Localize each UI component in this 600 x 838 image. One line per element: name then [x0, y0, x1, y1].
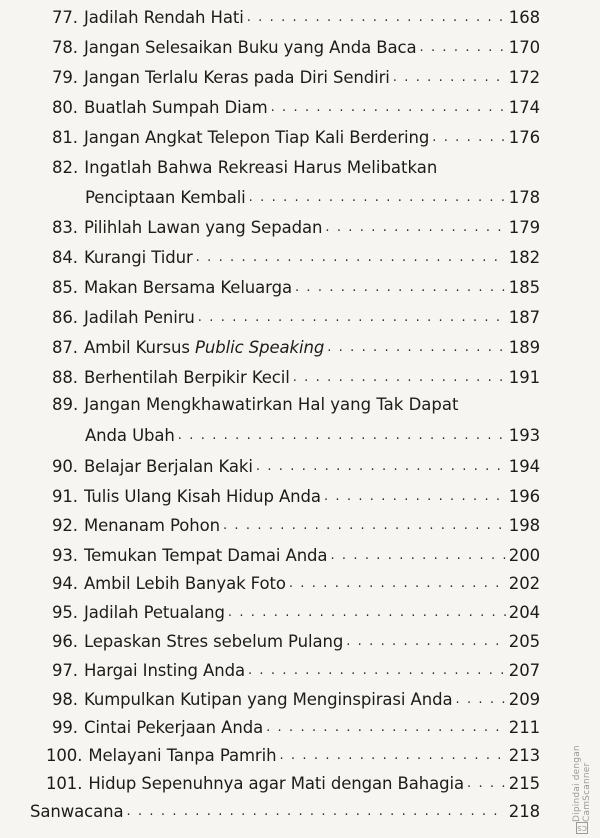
toc-entry	[46, 766, 540, 794]
toc-entry	[52, 120, 540, 148]
entry-number: 79.	[52, 68, 78, 87]
dot-leader	[248, 666, 506, 678]
toc-entry	[52, 300, 540, 328]
entry-number: 96.	[52, 632, 78, 651]
entry-number: 85.	[52, 278, 78, 297]
entry-title: Menanam Pohon	[83, 516, 220, 535]
toc-entry	[52, 270, 540, 298]
entry-title: Jangan Angkat Telepon Tiap Kali Berdering	[83, 128, 430, 147]
entry-number: 101.	[46, 774, 83, 793]
toc-entry	[52, 624, 540, 652]
dot-leader	[271, 103, 506, 115]
dot-leader	[228, 608, 506, 620]
dot-leader	[330, 551, 505, 563]
entry-title: Temukan Tempat Damai Anda	[83, 546, 328, 565]
entry-title: Cintai Pekerjaan Anda	[83, 718, 264, 737]
toc-entry	[52, 210, 540, 238]
camscanner-logo-icon: CS	[577, 824, 587, 832]
toc-entry	[52, 330, 540, 358]
entry-number: 83.	[52, 218, 78, 237]
entry-page: 178	[508, 188, 540, 207]
entry-title: Penciptaan Kembali	[85, 188, 246, 207]
toc-entry	[85, 180, 540, 208]
entry-number: 78.	[52, 38, 78, 57]
entry-title-line1: Ingatlah Bahwa Rekreasi Harus Melibatkan	[84, 158, 438, 177]
entry-title: Jadilah Peniru	[83, 308, 195, 327]
entry-number: 92.	[52, 516, 78, 535]
toc-entry	[52, 479, 540, 507]
toc-entry	[52, 595, 540, 623]
dot-leader	[256, 462, 506, 474]
entry-number: 99.	[52, 718, 78, 737]
entry-page: 194	[508, 457, 540, 476]
dot-leader	[293, 373, 506, 385]
dot-leader	[295, 283, 506, 295]
entry-number: 81.	[52, 128, 78, 147]
entry-title: Jadilah Petualang	[83, 603, 225, 622]
entry-title: Ambil Lebih Banyak Foto	[83, 574, 286, 593]
toc-entry	[52, 240, 540, 268]
entry-page: 168	[508, 8, 540, 27]
entry-title: Jangan Terlalu Keras pada Diri Sendiri	[83, 68, 390, 87]
entry-number: 88.	[52, 368, 78, 387]
entry-number: 94.	[52, 574, 78, 593]
dot-leader	[266, 723, 506, 735]
entry-title: Tulis Ulang Kisah Hidup Anda	[83, 487, 321, 506]
toc-entry	[52, 0, 540, 28]
entry-page: 179	[508, 218, 540, 237]
toc-entry	[52, 710, 540, 738]
camscanner-watermark	[572, 700, 592, 838]
entry-title-prefix: Ambil Kursus	[83, 338, 196, 357]
entry-page: 211	[508, 718, 540, 737]
toc-entry-first-line	[52, 158, 562, 178]
entry-title: Hargai Insting Anda	[83, 661, 245, 680]
entry-page: 176	[508, 128, 540, 147]
entry-page: 215	[508, 774, 540, 793]
toc-entry	[85, 418, 540, 446]
entry-page: 202	[508, 574, 540, 593]
entry-title-line1: Jangan Mengkhawatirkan Hal yang Tak Dapat	[84, 395, 459, 414]
entry-page: 205	[508, 632, 540, 651]
toc-entry-sanwacana	[30, 794, 540, 822]
entry-number: 89.	[52, 395, 79, 414]
toc-entry	[52, 566, 540, 594]
entry-title: Buatlah Sumpah Diam	[83, 98, 268, 117]
toc-entry	[52, 360, 540, 388]
entry-page: 170	[508, 38, 540, 57]
toc-entry	[52, 508, 540, 536]
toc-entry	[52, 449, 540, 477]
entry-number: 77.	[52, 8, 78, 27]
toc-entry	[52, 30, 540, 58]
entry-page: 172	[508, 68, 540, 87]
entry-number: 90.	[52, 457, 78, 476]
dot-leader	[247, 13, 506, 25]
entry-title: Kumpulkan Kutipan yang Menginspirasi Anda	[83, 690, 453, 709]
entry-page: 204	[508, 603, 540, 622]
toc-entry	[52, 60, 540, 88]
entry-number: 80.	[52, 98, 78, 117]
dot-leader	[127, 807, 506, 819]
dot-leader	[178, 431, 506, 443]
entry-title: Melayani Tanpa Pamrih	[88, 746, 277, 765]
entry-page: 189	[508, 338, 540, 357]
dot-leader	[393, 73, 506, 85]
entry-title: Makan Bersama Keluarga	[83, 278, 292, 297]
entry-number: 93.	[52, 546, 78, 565]
entry-page: 218	[508, 802, 540, 821]
toc-entry	[52, 653, 540, 681]
entry-page: 185	[508, 278, 540, 297]
entry-page: 174	[508, 98, 540, 117]
entry-number: 86.	[52, 308, 78, 327]
entry-title: Pilihlah Lawan yang Sepadan	[83, 218, 323, 237]
entry-title: Lepaskan Stres sebelum Pulang	[83, 632, 344, 651]
entry-number: 91.	[52, 487, 78, 506]
toc-entry	[52, 90, 540, 118]
entry-page: 200	[508, 546, 540, 565]
entry-page: 187	[508, 308, 540, 327]
entry-page: 213	[508, 746, 540, 765]
dot-leader	[456, 695, 506, 707]
entry-number: 100.	[46, 746, 83, 765]
entry-title: Hidup Sepenuhnya agar Mati dengan Bahagia	[88, 774, 464, 793]
dot-leader	[324, 492, 506, 504]
entry-page: 209	[508, 690, 540, 709]
entry-number: 97.	[52, 661, 78, 680]
entry-page: 193	[508, 426, 540, 445]
dot-leader	[289, 579, 506, 591]
entry-title: Jangan Selesaikan Buku yang Anda Baca	[83, 38, 417, 57]
toc-entry	[46, 738, 540, 766]
toc-entry	[52, 682, 540, 710]
entry-number: 98.	[52, 690, 78, 709]
entry-page: 207	[508, 661, 540, 680]
entry-number: 95.	[52, 603, 78, 622]
entry-title: Belajar Berjalan Kaki	[83, 457, 253, 476]
dot-leader	[223, 521, 506, 533]
entry-title: Kurangi Tidur	[83, 248, 193, 267]
entry-number: 87.	[52, 338, 78, 357]
entry-page: 191	[508, 368, 540, 387]
entry-title-italic: Public Speaking	[195, 338, 325, 357]
entry-title: Jadilah Rendah Hati	[83, 8, 244, 27]
entry-number: 84.	[52, 248, 78, 267]
entry-page: 196	[508, 487, 540, 506]
entry-number: 82.	[52, 158, 79, 177]
entry-page: 182	[508, 248, 540, 267]
entry-page: 198	[508, 516, 540, 535]
dot-leader	[249, 193, 506, 205]
dot-leader	[325, 223, 505, 235]
dot-leader	[198, 313, 506, 325]
toc-entry-first-line	[52, 395, 562, 415]
entry-title: Berhentilah Berpikir Kecil	[83, 368, 290, 387]
dot-leader	[432, 133, 506, 145]
entry-title: Sanwacana	[30, 802, 124, 821]
dot-leader	[419, 43, 505, 55]
toc-entry	[52, 538, 540, 566]
dot-leader	[346, 637, 506, 649]
entry-title: Anda Ubah	[85, 426, 175, 445]
dot-leader	[279, 751, 505, 763]
dot-leader	[467, 779, 506, 791]
dot-leader	[196, 253, 506, 265]
camscanner-text: Dipindai dengan CamScanner	[572, 745, 592, 822]
dot-leader	[327, 343, 506, 355]
